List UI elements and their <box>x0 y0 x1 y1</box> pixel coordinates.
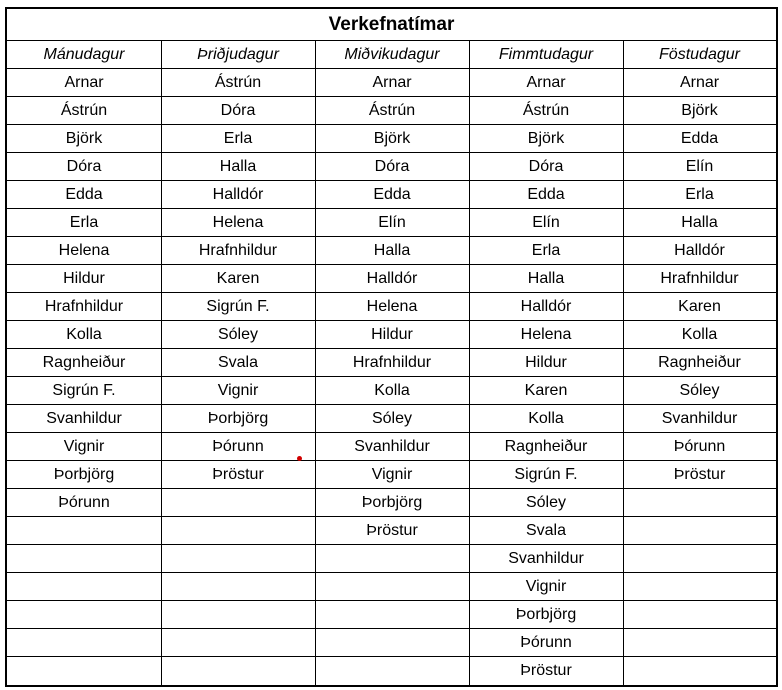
table-cell: Þröstur <box>315 517 469 545</box>
table-cell: Dóra <box>161 97 315 125</box>
table-cell: Þröstur <box>623 461 776 489</box>
table-cell: Þórunn <box>161 433 315 461</box>
table-cell: Erla <box>161 125 315 153</box>
column-divider <box>469 41 470 685</box>
table-cell: Arnar <box>469 69 623 97</box>
table-cell: Edda <box>469 181 623 209</box>
table-cell: Ragnheiður <box>623 349 776 377</box>
day-column <box>7 41 161 685</box>
table-cell: Elín <box>315 209 469 237</box>
table-cell <box>623 657 776 685</box>
table-cell: Helena <box>161 209 315 237</box>
table-cell: Hrafnhildur <box>161 237 315 265</box>
day-column <box>161 41 315 685</box>
table-cell <box>161 573 315 601</box>
table-cell: Þorbjörg <box>469 601 623 629</box>
table-cell: Vignir <box>315 461 469 489</box>
table-cell: Kolla <box>7 321 161 349</box>
table-cell: Elín <box>469 209 623 237</box>
table-cell: Þröstur <box>520 662 572 679</box>
red-dot-marker <box>297 456 302 461</box>
table-cell: Ástrún <box>7 97 161 125</box>
day-header: Miðvikudagur <box>315 41 469 69</box>
table-cell: Svala <box>469 517 623 545</box>
table-cell: Svanhildur <box>315 433 469 461</box>
table-cell: Kolla <box>469 405 623 433</box>
table-cell: Helena <box>469 321 623 349</box>
table-cell: Vignir <box>161 377 315 405</box>
table-cell: Erla <box>7 209 161 237</box>
table-cell <box>315 573 469 601</box>
column-divider <box>315 41 316 685</box>
table-cell: Ástrún <box>315 97 469 125</box>
table-cell <box>623 573 776 601</box>
table-cell: Elín <box>623 153 776 181</box>
table-cell: Hildur <box>315 321 469 349</box>
table-cell <box>623 629 776 657</box>
table-cell: Björk <box>623 97 776 125</box>
table-cell: Björk <box>7 125 161 153</box>
table-cell: Þórunn <box>623 433 776 461</box>
table-cell <box>623 517 776 545</box>
table-cell: Dóra <box>7 153 161 181</box>
table-cell <box>315 657 469 685</box>
table-cell: Sóley <box>315 405 469 433</box>
table-cell <box>315 545 469 573</box>
table-cell: Edda <box>315 181 469 209</box>
day-column <box>315 41 469 685</box>
column-divider <box>623 41 624 685</box>
table-cell: Björk <box>469 125 623 153</box>
table-cell: Svanhildur <box>469 545 623 573</box>
table-cell <box>623 489 776 517</box>
table-cell: Sóley <box>161 321 315 349</box>
day-header: Mánudagur <box>7 41 161 69</box>
table-cell: Karen <box>623 293 776 321</box>
table-cell: Helena <box>7 237 161 265</box>
table-cell: Svala <box>161 349 315 377</box>
day-header: Fimmtudagur <box>469 41 623 69</box>
table-cell: Edda <box>7 181 161 209</box>
table-cell: Halla <box>469 265 623 293</box>
table-cell: Hildur <box>469 349 623 377</box>
table-cell: Þórunn <box>469 629 623 657</box>
table-cell: Þorbjörg <box>315 489 469 517</box>
table-cell: Kolla <box>315 377 469 405</box>
table-cell <box>7 629 161 657</box>
table-cell <box>7 601 161 629</box>
table-cell: Arnar <box>7 69 161 97</box>
table-cell: Dóra <box>469 153 623 181</box>
table-cell: Hrafnhildur <box>315 349 469 377</box>
table-cell: Þorbjörg <box>161 405 315 433</box>
table-cell: Kolla <box>623 321 776 349</box>
table-cell: Ragnheiður <box>469 433 623 461</box>
table-cell: Halldór <box>315 265 469 293</box>
table-cell: Erla <box>469 237 623 265</box>
table-cell <box>7 545 161 573</box>
table-cell: Edda <box>623 125 776 153</box>
day-column <box>623 41 776 685</box>
table-cell: Dóra <box>315 153 469 181</box>
table-cell: Halldór <box>161 181 315 209</box>
table-cell: Svanhildur <box>7 405 161 433</box>
table-cell <box>161 657 315 685</box>
table-cell <box>7 573 161 601</box>
table-cell: Hrafnhildur <box>623 265 776 293</box>
day-column <box>469 41 623 685</box>
table-cell: Halldór <box>623 237 776 265</box>
table-cell: Vignir <box>469 573 623 601</box>
table-cell: Þórunn <box>7 489 161 517</box>
table-cell <box>623 601 776 629</box>
table-cell <box>315 601 469 629</box>
table-title: Verkefnatímar <box>7 9 776 41</box>
table-cell <box>161 545 315 573</box>
table-cell: Halla <box>315 237 469 265</box>
table-cell <box>7 517 161 545</box>
table-cell: Sóley <box>623 377 776 405</box>
table-cell: Þröstur <box>161 461 315 489</box>
table-cell: Vignir <box>7 433 161 461</box>
table-cell: Karen <box>469 377 623 405</box>
table-cell: Karen <box>161 265 315 293</box>
table-cell: Halldór <box>469 293 623 321</box>
table-cell: Sigrún F. <box>161 293 315 321</box>
day-header: Þriðjudagur <box>161 41 315 69</box>
table-cell: Sigrún F. <box>7 377 161 405</box>
day-header: Föstudagur <box>623 41 776 69</box>
table-cell <box>161 601 315 629</box>
table-cell <box>161 629 315 657</box>
table-cell: Helena <box>315 293 469 321</box>
table-cell: Sigrún F. <box>469 461 623 489</box>
table-cell: Erla <box>623 181 776 209</box>
schedule-table <box>5 7 778 687</box>
table-cell <box>161 489 315 517</box>
table-cell <box>7 657 161 685</box>
table-cell: Halla <box>161 153 315 181</box>
table-cell <box>623 545 776 573</box>
table-cell: Ástrún <box>161 69 315 97</box>
table-cell: Arnar <box>315 69 469 97</box>
table-cell <box>161 517 315 545</box>
table-cell: Arnar <box>623 69 776 97</box>
table-cell: Ástrún <box>469 97 623 125</box>
table-cell: Svanhildur <box>623 405 776 433</box>
table-cell: Halla <box>623 209 776 237</box>
table-cell: Sóley <box>469 489 623 517</box>
table-cell: Björk <box>315 125 469 153</box>
table-cell <box>315 629 469 657</box>
table-cell: Hrafnhildur <box>7 293 161 321</box>
table-cell: Ragnheiður <box>7 349 161 377</box>
table-cell: Þorbjörg <box>7 461 161 489</box>
table-cell: Hildur <box>7 265 161 293</box>
column-divider <box>161 41 162 685</box>
